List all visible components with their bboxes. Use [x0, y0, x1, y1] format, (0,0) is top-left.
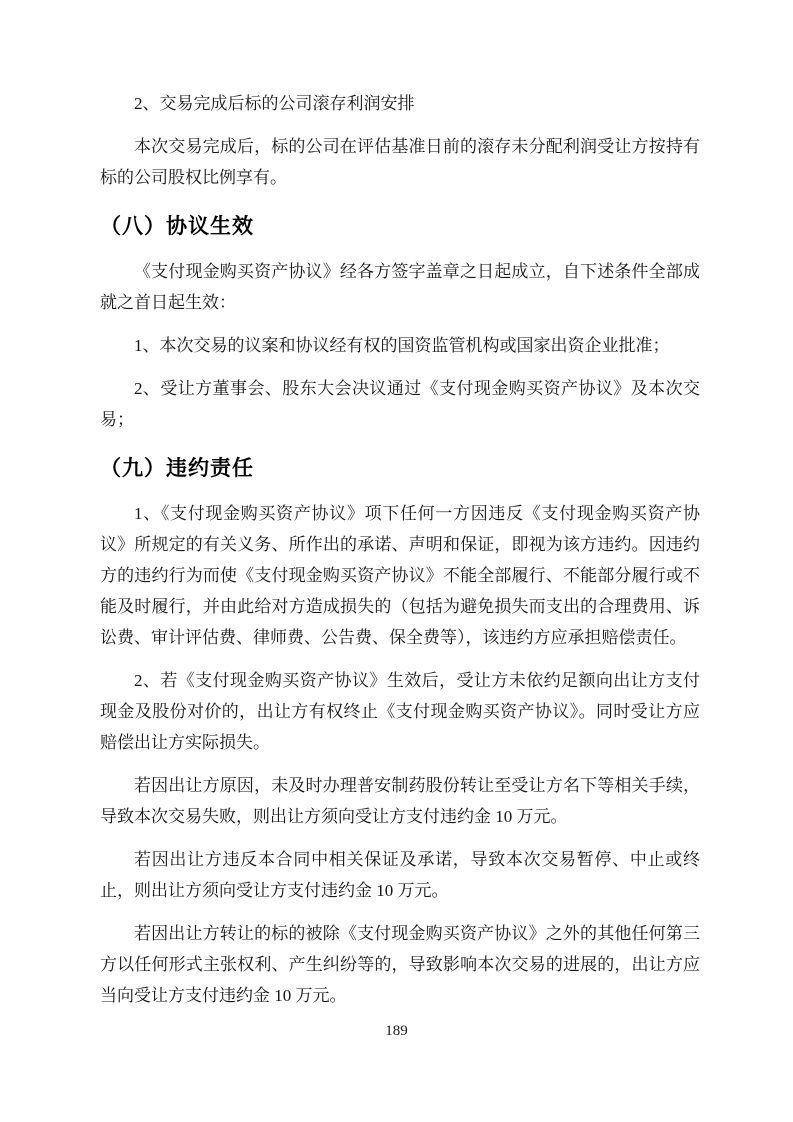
- paragraph: 2、若《支付现金购买资产协议》生效后，受让方未依约足额向出让方支付现金及股份对价的，出让方有权终止《支付现金购买资产协议》。同时受让方应赔偿出让方实际损失。: [100, 671, 700, 752]
- document-content: [100, 88, 700, 1023]
- paragraph: 若因出让方原因，未及时办理普安制药股份转让至受让方名下等相关手续，导致本次交易失败，则出让方须向受让方支付违约金 10 万元。: [100, 776, 700, 826]
- paragraph: 2、受让方董事会、股东大会决议通过《支付现金购买资产协议》及本次交易；: [100, 379, 700, 429]
- paragraph: 2、交易完成后标的公司滚存利润安排: [134, 94, 415, 113]
- page-number: 189: [385, 1023, 408, 1039]
- section-heading: （九）违约责任: [100, 457, 254, 480]
- paragraph: 若因出让方转让的标的被除《支付现金购买资产协议》之外的其他任何第三方以任何形式主张权利、产生纠纷等的，导致影响本次交易的进展的，出让方应当向受让方支付违约金 10 万元。: [100, 924, 700, 1005]
- paragraph: 1、本次交易的议案和协议经有权的国资监管机构或国家出资企业批准；: [134, 336, 670, 355]
- paragraph: 若因出让方违反本合同中相关保证及承诺，导致本次交易暂停、中止或终止，则出让方须向受让方支付违约金 10 万元。: [100, 850, 700, 900]
- section-heading: （八）协议生效: [100, 215, 254, 238]
- paragraph: 《支付现金购买资产协议》经各方签字盖章之日起成立，自下述条件全部成就之首日起生效：: [100, 262, 700, 312]
- paragraph: 1、《支付现金购买资产协议》项下任何一方因违反《支付现金购买资产协议》所规定的有关义务、所作出的承诺、声明和保证，即视为该方违约。因违约方的违约行为而使《支付现金购买资产协议》不能全部履行、不能部分履行或不能及时履行，并由此给对方造成损失的（包括为避免损失而支出的合理费用、诉讼费、审计评估费、律师费、公告费、保全费等），该违约方应承担赔偿责任。: [100, 504, 700, 647]
- paragraph: 本次交易完成后，标的公司在评估基准日前的滚存未分配利润受让方按持有标的公司股权比例享有。: [100, 137, 700, 187]
